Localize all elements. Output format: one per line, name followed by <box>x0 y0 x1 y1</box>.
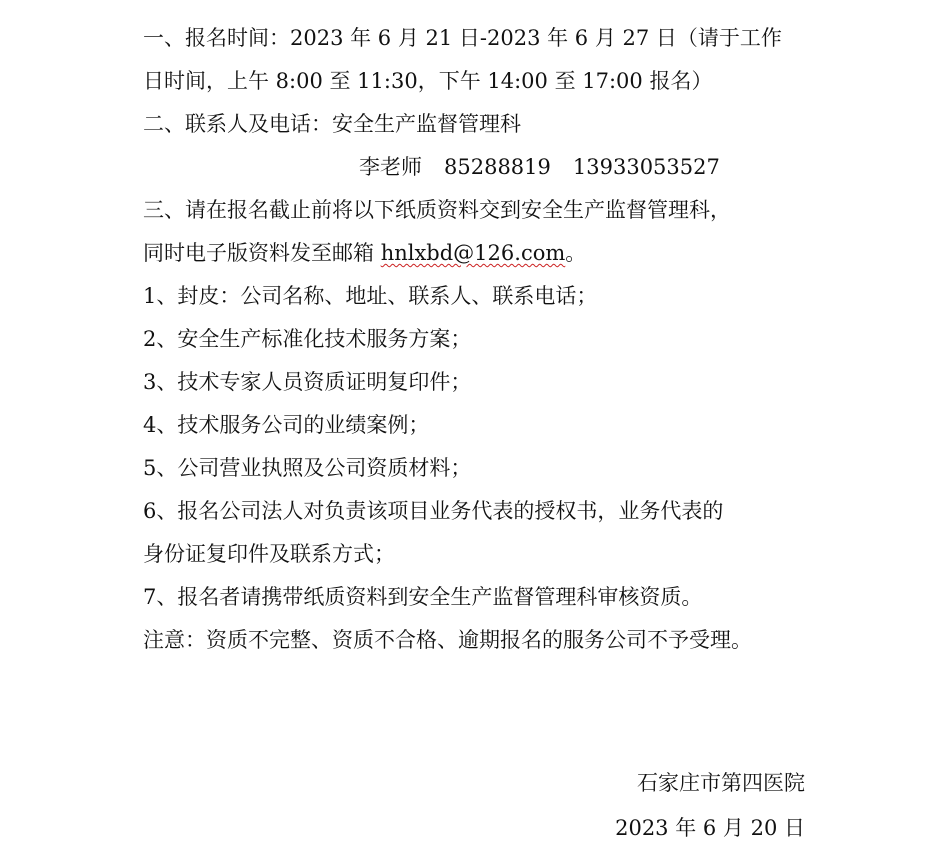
contact-heading: 二、联系人及电话：安全生产监督管理科 <box>143 112 521 136</box>
email-address: hnlxbd@126.com <box>380 241 566 265</box>
note-line: 注意：资质不完整、资质不合格、逾期报名的服务公司不予受理。 <box>143 628 752 652</box>
requirement-item-6-line-2: 身份证复印件及联系方式； <box>143 542 395 566</box>
contact-name: 李老师 <box>359 155 422 179</box>
requirement-item-5: 5、公司营业执照及公司资质材料； <box>143 456 472 480</box>
requirement-item-3: 3、技术专家人员资质证明复印件； <box>143 370 472 394</box>
requirement-item-1: 1、封皮：公司名称、地址、联系人、联系电话； <box>143 284 598 308</box>
submission-line-2-suffix: 。 <box>565 241 587 265</box>
registration-time-line-2: 日时间，上午 8:00 至 11:30，下午 14:00 至 17:00 报名） <box>143 69 713 93</box>
submission-line-2 <box>143 239 586 267</box>
requirement-item-7: 7、报名者请携带纸质资料到安全生产监督管理科审核资质。 <box>143 585 703 609</box>
contact-details <box>359 153 720 181</box>
registration-time-line-1: 一、报名时间：2023 年 6 月 21 日-2023 年 6 月 27 日（请于工作 <box>143 26 782 50</box>
issuing-organization: 石家庄市第四医院 <box>637 771 805 795</box>
submission-line-1: 三、请在报名截止前将以下纸质资料交到安全生产监督管理科， <box>143 198 731 222</box>
requirement-item-4: 4、技术服务公司的业绩案例； <box>143 413 430 437</box>
requirement-item-2: 2、安全生产标准化技术服务方案； <box>143 327 472 351</box>
requirement-item-6-line-1: 6、报名公司法人对负责该项目业务代表的授权书，业务代表的 <box>143 499 724 523</box>
contact-phone-1: 85288819 <box>444 155 551 179</box>
contact-phone-2: 13933053527 <box>572 155 720 179</box>
issue-date: 2023 年 6 月 20 日 <box>615 816 805 840</box>
submission-line-2-prefix: 同时电子版资料发至邮箱 <box>143 241 381 265</box>
